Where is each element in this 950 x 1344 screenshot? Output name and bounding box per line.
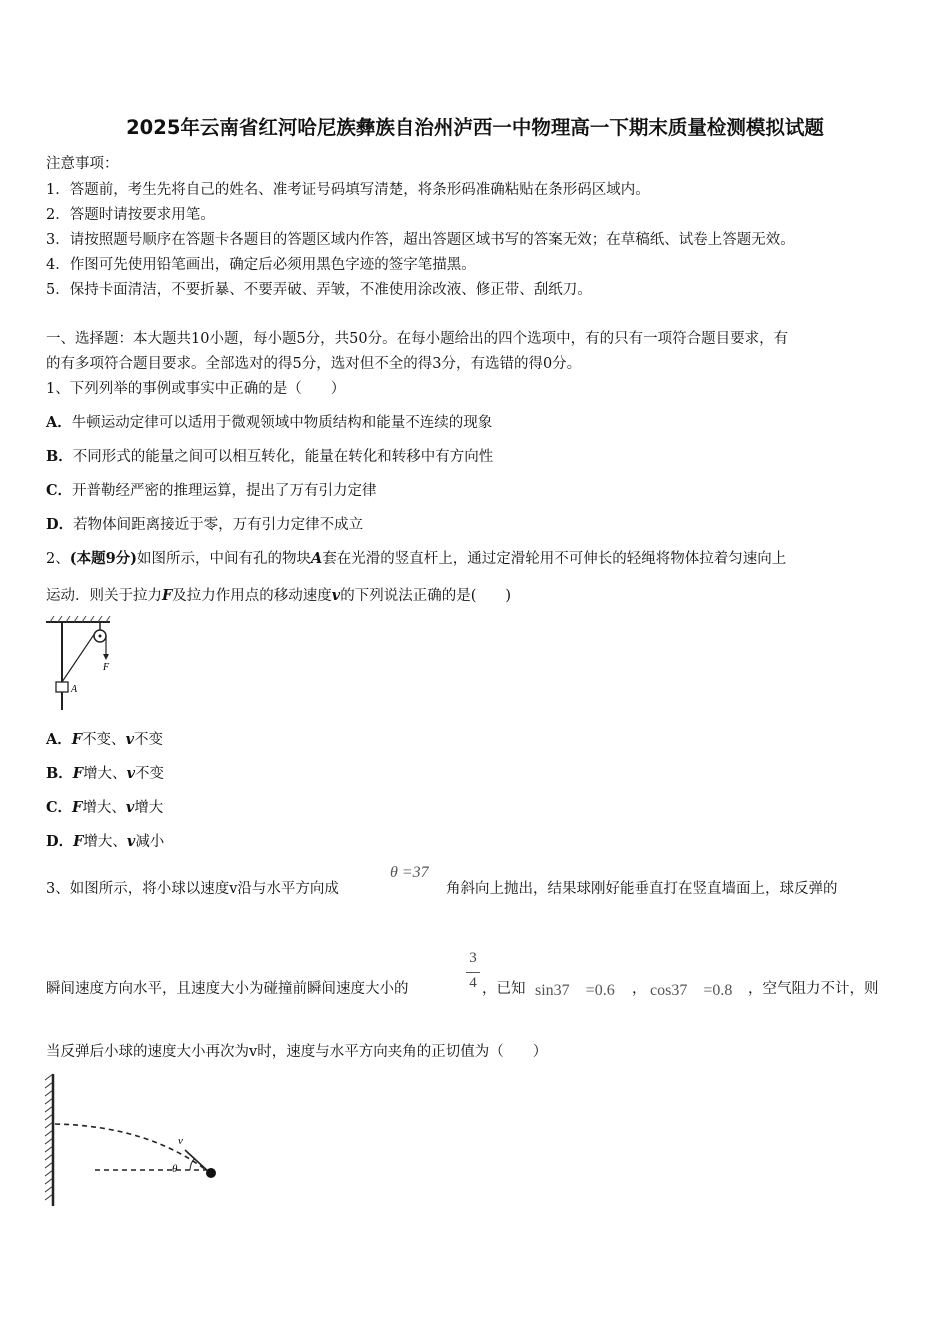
q2-option-d-f: F: [73, 833, 84, 850]
q2-score: (本题9分): [69, 550, 138, 567]
q2-option-a-label: A．: [46, 731, 72, 748]
q2-option-c-label: C．: [46, 799, 73, 816]
notice-heading: 注意事项：: [46, 156, 119, 172]
notice-item-4: 4．作图可先使用铅笔画出，确定后必须用黑色字迹的签字笔描黑。: [46, 257, 476, 273]
q3-fig-label-theta: θ: [172, 1163, 178, 1175]
q3-fraction-numerator: 3: [469, 950, 477, 966]
q2-var-v: v: [331, 587, 341, 604]
q2-var-a: A: [311, 550, 323, 567]
q2-stem-line2: [46, 584, 511, 605]
notice-item-3: 3．请按照题号顺序在答题卡各题目的答题区域内作答，超出答题区域书写的答案无效；在草稿纸、试卷上答题无效。: [46, 232, 795, 248]
q3-theta-value: θ =37: [390, 864, 429, 881]
q2-option-d-label: D．: [46, 833, 74, 850]
q2-option-a-v: v: [125, 731, 134, 748]
q3-fraction-bar: [466, 972, 480, 973]
q2-option-c: [46, 796, 163, 817]
q2-text-a: 如图所示，中间有孔的物块: [137, 551, 312, 567]
q3-cos-value: cos37 =0.8: [650, 982, 733, 999]
q3-projectile-figure: [40, 1070, 230, 1212]
q3-stem-line1-pre: 3、如图所示，将小球以速度v沿与水平方向成: [46, 881, 339, 897]
q2-option-b-v: v: [126, 765, 135, 782]
q2-pulley-figure: [40, 614, 130, 714]
q2-option-c-f: F: [72, 799, 83, 816]
q3-known-text: ，已知: [482, 981, 526, 997]
notice-item-2: 2．答题时请按要求用笔。: [46, 207, 215, 223]
section-intro-line2: 的有多项符合题目要求。全部选对的得5分，选对但不全的得3分，有选错的得0分。: [46, 356, 582, 372]
q2-number: 2、: [46, 551, 70, 567]
q2-option-d-t1: 增大、: [83, 834, 127, 850]
section-intro-line1: 一、选择题：本大题共10小题，每小题5分，共50分。在每小题给出的四个选项中，有的只有一项符合题目要求，有: [46, 331, 789, 347]
q2-option-b-label: B．: [46, 765, 73, 782]
q2-option-d-t2: 减小: [135, 834, 165, 850]
q2-text-c: 运动．则关于拉力: [46, 588, 162, 604]
q2-option-c-t2: 增大: [134, 800, 164, 816]
q3-stem-line1-post: 角斜向上抛出，结果球刚好能垂直打在竖直墙面上，球反弹的: [446, 881, 838, 897]
q1-option-a: [46, 411, 492, 432]
q2-option-c-v: v: [125, 799, 135, 816]
q1-option-b-text: 不同形式的能量之间可以相互转化，能量在转化和转移中有方向性: [72, 449, 494, 465]
q3-stem-line3: 当反弹后小球的速度大小再次为v时，速度与水平方向夹角的正切值为（ ）: [46, 1044, 548, 1060]
q2-var-f: F: [162, 587, 173, 604]
notice-item-5: 5．保持卡面清洁，不要折暴、不要弄破、弄皱，不准使用涂改液、修正带、刮纸刀。: [46, 282, 592, 298]
q1-option-c: [46, 479, 377, 500]
q1-option-c-text: 开普勒经严密的推理运算，提出了万有引力定律: [72, 483, 377, 499]
q2-option-a-t2: 不变: [134, 732, 163, 748]
q1-option-c-label: C．: [46, 482, 73, 499]
q1-option-d-text: 若物体间距离接近于零，万有引力定律不成立: [73, 517, 364, 533]
q2-option-b-t1: 增大、: [83, 766, 127, 782]
q1-option-d-label: D．: [46, 516, 74, 533]
q2-option-a-t1: 不变、: [82, 732, 126, 748]
q2-option-b-f: F: [72, 765, 84, 782]
q2-text-b: 套在光滑的竖直杆上，通过定滑轮用不可伸长的轻绳将物体拉着匀速向上: [322, 551, 787, 567]
q2-fig-label-a: A: [71, 684, 78, 695]
q2-text-e: 的下列说法正确的是( ): [340, 588, 512, 604]
q2-stem-line1: [46, 547, 786, 568]
q1-stem: 1、下列列举的事例或事实中正确的是（ ）: [46, 381, 346, 397]
q2-option-c-t1: 增大、: [82, 800, 126, 816]
q1-option-b: [46, 445, 493, 466]
q3-separator: ，: [632, 981, 647, 997]
q2-option-d: [46, 830, 164, 851]
q1-option-b-label: B．: [46, 448, 73, 465]
q1-option-a-text: 牛顿运动定律可以适用于微观领域中物质结构和能量不连续的现象: [71, 415, 493, 431]
q2-option-a-f: F: [71, 731, 83, 748]
q2-option-b-t2: 不变: [135, 766, 164, 782]
q2-option-d-v: v: [126, 833, 136, 850]
q2-option-a: [46, 728, 163, 749]
notice-item-1: 1．答题前，考生先将自己的姓名、准考证号码填写清楚，将条形码准确粘贴在条形码区域内。: [46, 182, 650, 198]
q1-option-d: [46, 513, 363, 534]
page-title: 2025年云南省红河哈尼族彝族自治州泸西一中物理高一下期末质量检测模拟试题: [126, 116, 824, 139]
q3-stem-line2-post: ，空气阻力不计，则: [748, 981, 879, 997]
q3-fig-label-v: v: [178, 1135, 183, 1147]
q2-option-b: [46, 762, 164, 783]
q2-fig-label-f: F: [103, 662, 110, 673]
q2-text-d: 及拉力作用点的移动速度: [172, 588, 332, 604]
q3-sin-value: sin37 =0.6: [535, 982, 615, 999]
q3-stem-line2-pre: 瞬间速度方向水平，且速度大小为碰撞前瞬间速度大小的: [46, 981, 409, 997]
q1-option-a-label: A．: [46, 414, 72, 431]
q3-fraction-denominator: 4: [469, 975, 477, 991]
